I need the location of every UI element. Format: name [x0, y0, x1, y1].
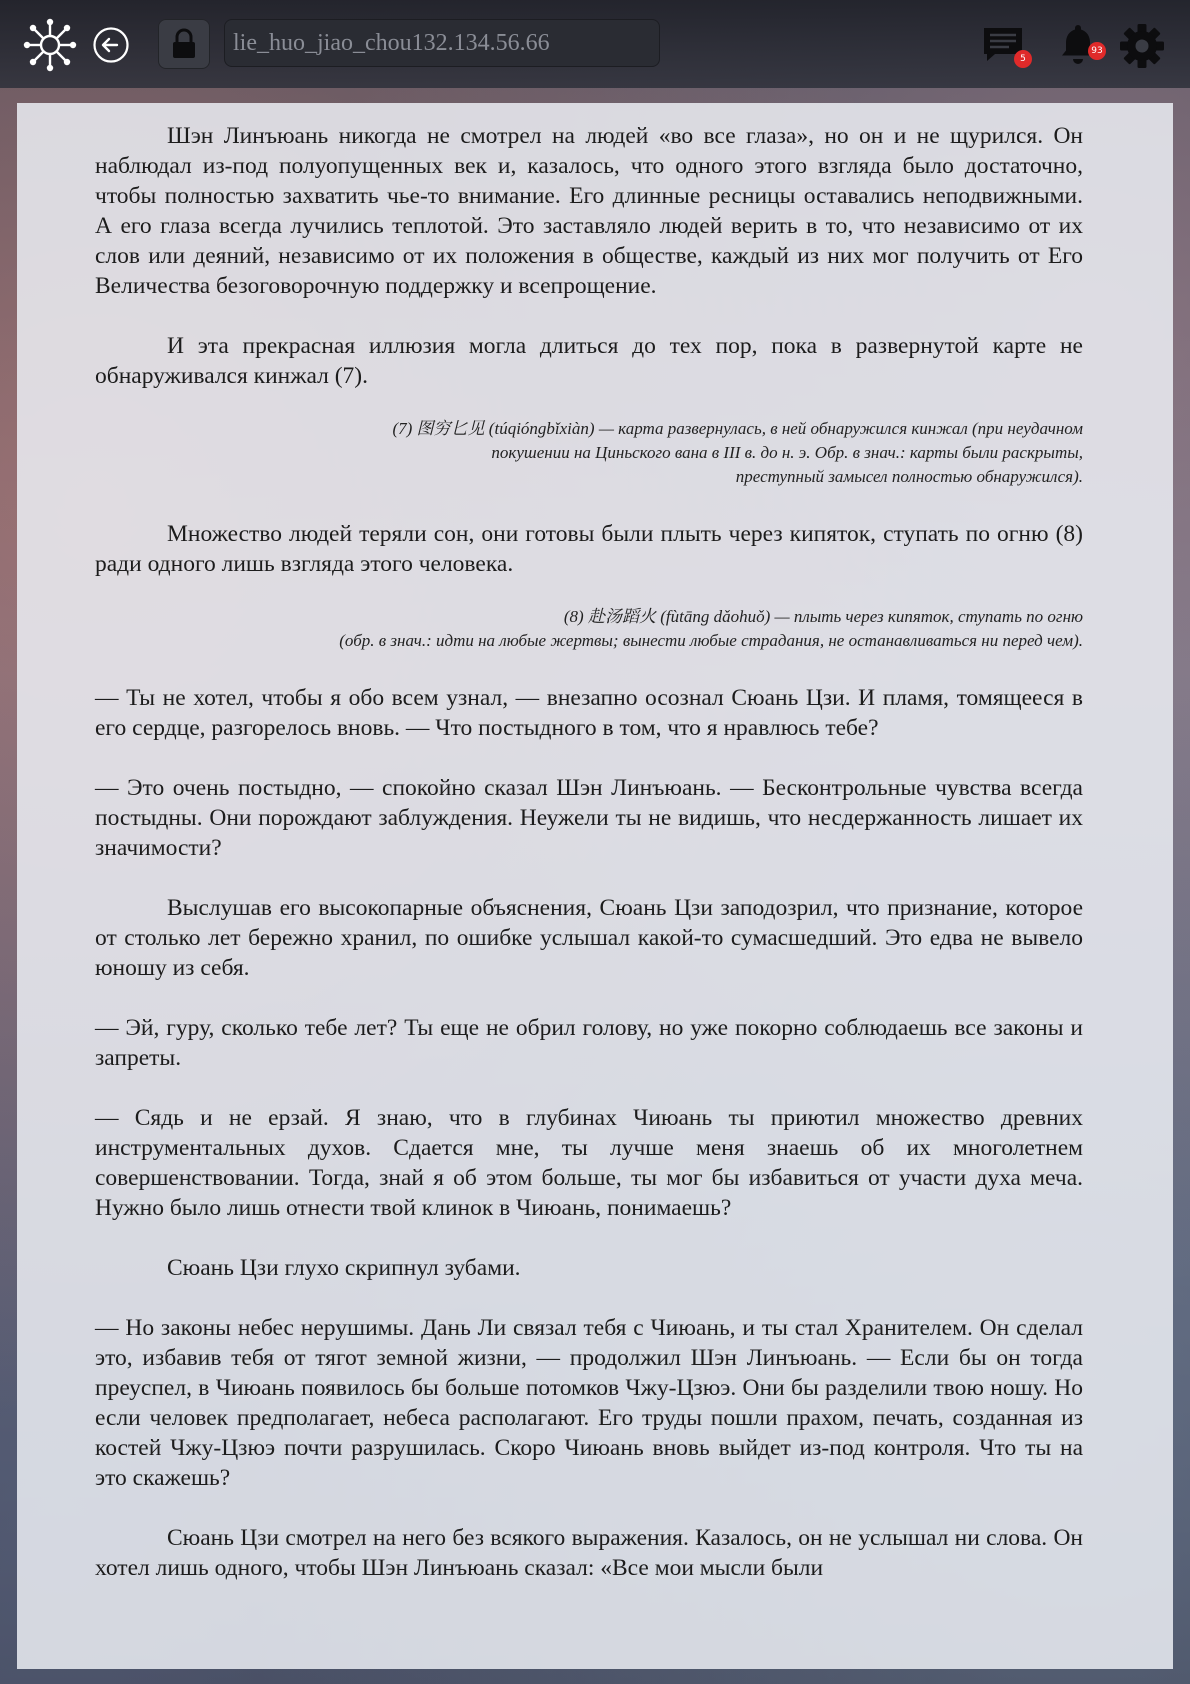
paragraph: — Эй, гуру, сколько тебе лет? Ты еще не обрил голову, но уже покорно соблюдаешь все законы и запреты. — [95, 1015, 1083, 1071]
paragraph: И эта прекрасная иллюзия могла длиться до тех пор, пока в развернутой карте не обнаруживался кинжал (7). — [95, 333, 1083, 389]
message-list-icon[interactable] — [980, 22, 1026, 66]
reading-panel[interactable] — [17, 103, 1173, 1669]
messages-count-badge: 5 — [1014, 50, 1032, 68]
top-toolbar — [0, 0, 1190, 88]
paragraph: — Сядь и не ерзай. Я знаю, что в глубинах Чиюань ты приютил множество древних инструментальных духов. Сдается мне, ты лучше меня знаешь об их многолетнем совершенствовании. Тогда, знай я об этом больше, ты мог бы избавиться от участи духа меча. Нужно было лишь отнести твой клинок в Чиюань, понимаешь? — [95, 1105, 1083, 1221]
bell-icon[interactable] — [1058, 20, 1103, 66]
paragraph: Множество людей теряли сон, они готовы были плыть через кипяток, ступать по огню (8) ради одного лишь взгляда этого человека. — [95, 521, 1083, 577]
paragraph: — Это очень постыдно, — спокойно сказал Шэн Линъюань. — Бесконтрольные чувства всегда постыдны. Они порождают заблуждения. Неужели ты не видишь, что несдержанность лишает их значимости? — [95, 775, 1083, 861]
footnote-line: покушении на Циньского вана в III в. до н. э. Обр. в знач.: карты были раскрыты, — [491, 443, 1083, 462]
network-hub-icon[interactable] — [22, 17, 78, 73]
footnote-line: (8) 赴汤蹈火 (fùtāng dǎohuǒ) — плыть через кипяток, ступать по огню — [563, 607, 1083, 626]
footnote-8 — [95, 605, 1083, 653]
footnote-line: (обр. в знач.: идти на любые жертвы; вынести любые страдания, не останавливаться ни перед чем). — [339, 631, 1083, 650]
footnote-line: преступный замысел полностью обнаружился). — [735, 467, 1083, 486]
lock-icon[interactable] — [158, 19, 210, 69]
notifications-count-badge: 93 — [1088, 42, 1106, 60]
paragraph: Выслушав его высокопарные объяснения, Сюань Цзи заподозрил, что признание, которое от столько лет бережно хранил, по ошибке услышал какой-то сумасшедший. Это едва не вывело юношу из себя. — [95, 895, 1083, 981]
gear-icon[interactable] — [1118, 22, 1166, 70]
footnote-7 — [95, 417, 1083, 489]
paragraph: — Но законы небес нерушимы. Дань Ли связал тебя с Чиюань, и ты стал Хранителем. Он сделал это, избавив тебя от тягот земной жизни, — продолжил Шэн Линъюань. — Если бы он тогда преуспел, в Чиюань появилось бы больше потомков Чжу-Цзюэ. Они бы разделили твою ношу. Но если человек предполагает, небеса располагают. Его труды пошли прахом, печать, созданная из костей Чжу-Цзюэ почти разрушилась. Скоро Чиюань вновь выйдет из-под контроля. Что ты на это скажешь? — [95, 1315, 1083, 1491]
address-field[interactable]: lie_huo_jiao_chou132.134.56.66 — [224, 19, 660, 67]
paragraph: Шэн Линъюань никогда не смотрел на людей «во все глаза», но он и не щурился. Он наблюдал из-под полуопущенных век и, казалось, что одного этого взгляда было достаточно, чтобы полностью захватить чье-то внимание. Его длинные ресницы оставались неподвижными. А его глаза всегда лучились теплотой. Это заставляло людей верить в то, что независимо от их слов или деяний, независимо от их положения в обществе, каждый из них мог получить от Его Величества безоговорочную поддержку и всепрощение. — [95, 123, 1083, 299]
paragraph: Сюань Цзи смотрел на него без всякого выражения. Казалось, он не услышал ни слова. Он хотел лишь одного, чтобы Шэн Линъюань сказал: «Все мои мысли были — [95, 1525, 1083, 1581]
arrow-left-circle-icon[interactable] — [92, 26, 130, 64]
paragraph: — Ты не хотел, чтобы я обо всем узнал, — внезапно осознал Сюань Цзи. И пламя, томящееся в его сердце, разгорелось вновь. — Что постыдного в том, что я нравлюсь тебе? — [95, 685, 1083, 741]
footnote-line: (7) 图穷匕见 (túqióngbǐxiàn) — карта развернулась, в ней обнаружился кинжал (при неудачном — [392, 419, 1083, 438]
paragraph: Сюань Цзи глухо скрипнул зубами. — [167, 1255, 521, 1281]
